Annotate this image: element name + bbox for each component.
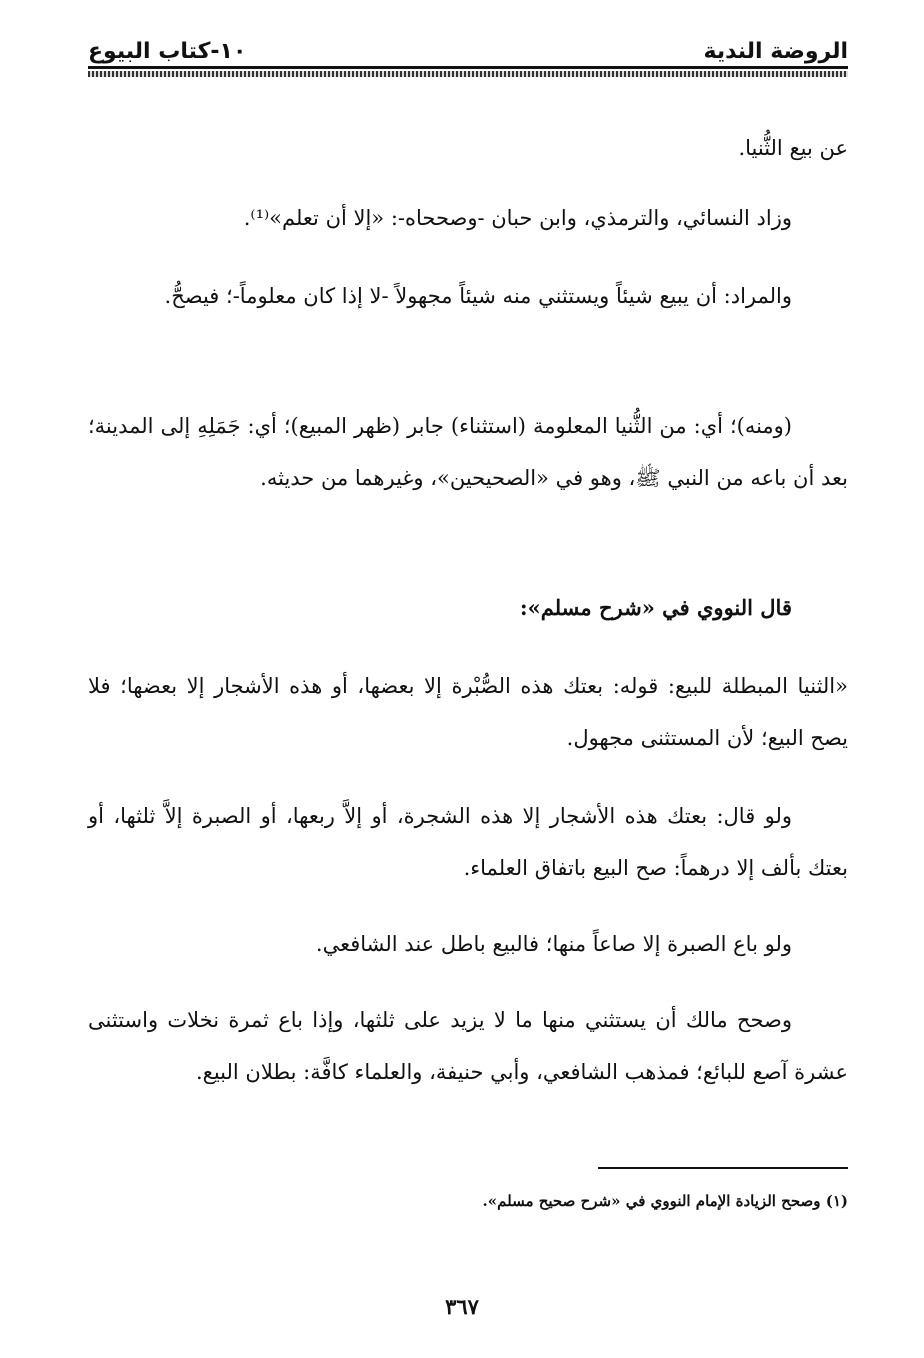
page-number: ٣٦٧ [445, 1294, 479, 1319]
paragraph-8: ولو باع الصبرة إلا صاعاً منها؛ فالبيع باطل عند الشافعي. [315, 932, 792, 956]
paragraph-4: (ومنه)؛ أي: من الثُّنيا المعلومة (استثناء) جابر (ظهر المبيع)؛ أي: جَمَلِهِ إلى المدينة؛ بعد أن باعه من النبي ﷺ، وهو في «الصحيحين»، وغيرهما من حديثه. [88, 414, 848, 490]
paragraph-1: عن بيع الثُّنيا. [738, 136, 848, 160]
header-hatched-rule [88, 71, 848, 77]
running-header [88, 28, 848, 64]
footnote-rule [598, 1167, 848, 1169]
paragraph-2: وزاد النسائي، والترمذي، وابن حبان -وصححاه-: «إلا أن تعلم»⁽¹⁾. [243, 206, 792, 230]
footnote: (١) وصحح الزيادة الإمام النووي في «شرح صحيح مسلم». [482, 1192, 848, 1210]
book-title: الروضة الندية [703, 39, 848, 64]
paragraph-7: ولو قال: بعتك هذه الأشجار إلا هذه الشجرة، أو إلاَّ ربعها، أو الصبرة إلاَّ ثلثها، أو بعتك بألف إلا درهماً: صح البيع باتفاق العلماء. [88, 804, 848, 880]
paragraph-3: والمراد: أن يبيع شيئاً ويستثني منه شيئاً مجهولاً -لا إذا كان معلوماً-؛ فيصحُّ. [164, 284, 792, 308]
chapter-title: ١٠-كتاب البيوع [88, 39, 247, 64]
paragraph-6: «الثنيا المبطلة للبيع: قوله: بعتك هذه الصُّبْرة إلا بعضها، أو هذه الأشجار إلا بعضها؛ فلا يصح البيع؛ لأن المستثنى مجهول. [88, 674, 848, 750]
paragraph-9: وصحح مالك أن يستثني منها ما لا يزيد على ثلثها، وإذا باع ثمرة نخلات واستثنى عشرة آصع للبائع؛ فمذهب الشافعي، وأبي حنيفة، والعلماء كافَّة: بطلان البيع. [88, 1008, 848, 1084]
header-rule [88, 66, 848, 69]
paragraph-5: قال النووي في «شرح مسلم»: [519, 595, 792, 620]
